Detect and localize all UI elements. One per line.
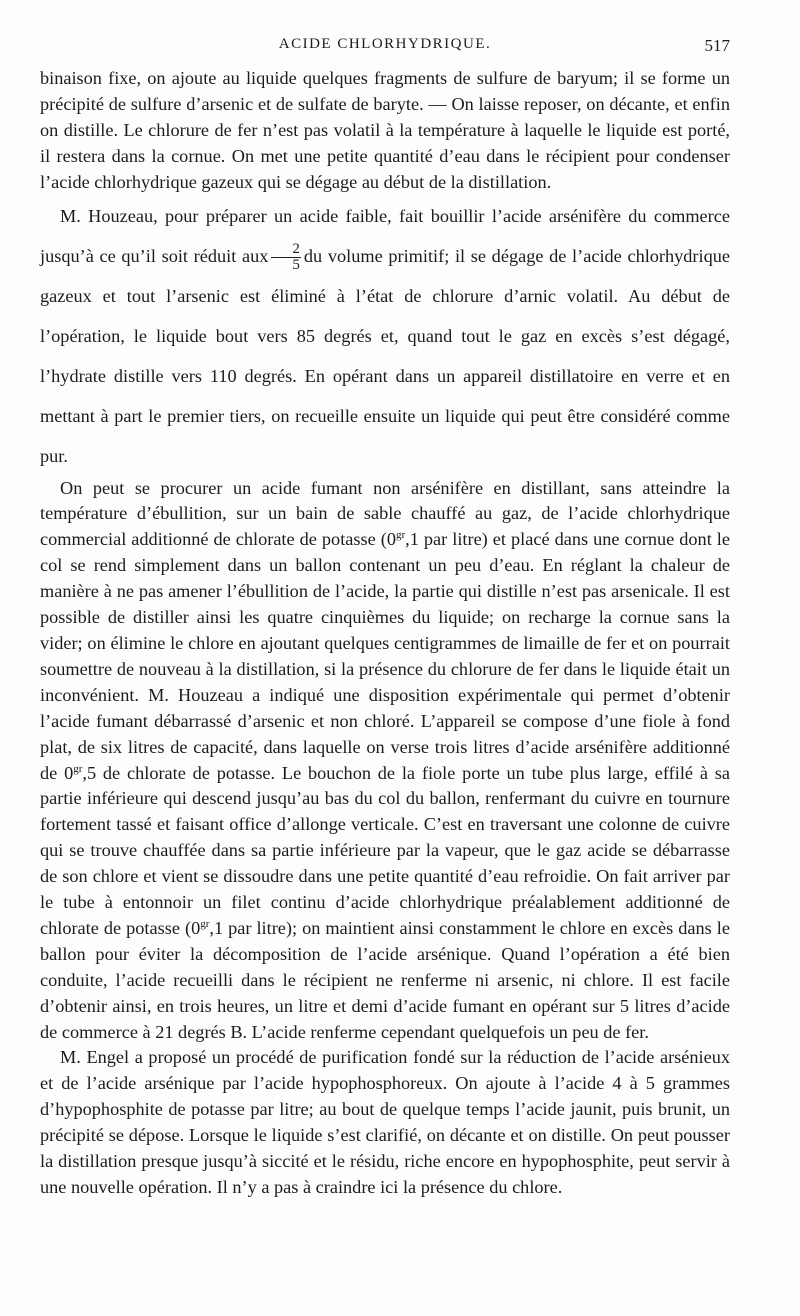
paragraph-text: du volume primitif; il se dégage de l’acide chlorhydrique gazeux et tout l’arsenic est éliminé à l’état de chlorure d’arnic volatil. Au début de l’opération, le liquide bout vers 85 degrés et, quand tout le gaz en excès s’est dégagé, l’hydrate distille vers 110 degrés. En opérant dans un appareil distillatoire en verre et en mettant à part le premier tiers, on recueille ensuite un liquide qui peut être considéré comme pur. <box>40 245 730 466</box>
fraction-denominator: 5 <box>292 256 300 273</box>
paragraph-continuation: binaison fixe, on ajoute au liquide quelques fragments de sulfure de baryum; il se forme un précipité de sulfure d’arsenic et de sulfate de baryte. — On laisse reposer, on décante, et enfin on distille. Le chlorure de fer n’est pas volatil à la température à laquelle le liquide est porté, il restera dans la cornue. On met une petite quantité d’eau dans le récipient pour condenser l’acide chlorhydrique gazeux qui se dégage au début de la distillation. <box>40 68 730 192</box>
paragraph-engel-method: M. Engel a proposé un procédé de purification fondé sur la réduction de l’acide arsénieux et de l’acide arsénique par l’acide hypophosphoreux. On ajoute à l’acide 4 à 5 grammes d’hypophosphite de potasse par litre; au bout de quelque temps l’acide jaunit, puis brunit, un précipité se dépose. Lorsque le liquide s’est clarifié, on décante et on distille. On peut pousser la distillation presque jusqu’à siccité et le résidu, riche encore en hypophosphite, peut servir à une nouvelle opération. Il n’y a pas à craindre ici la présence du chlore. <box>40 1047 730 1197</box>
fraction <box>271 242 301 273</box>
page-number: 517 <box>704 36 730 55</box>
fraction-numerator: 2 <box>271 242 301 258</box>
paragraph-fuming-acid <box>40 476 730 1046</box>
paragraph-text: ,1 par litre) et placé dans une cornue dont le col se rend simplement dans un ballon contenant un peu d’eau. En réglant la chaleur de manière à ne pas amener l’ébullition de l’acide, la partie qui distille n’est pas arsenicale. Il est possible de distiller ainsi les quatre cinquièmes du liquide; on recharge la cornue sans la vider; on élimine le chlore en ajoutant quelques centigrammes de limaille de fer et on pourrait soumettre de nouveau à la distillation, si la présence du chlorure de fer dans le liquide était un inconvénient. M. Houzeau a indiqué une disposition expérimentale qui permet d’obtenir l’acide fumant débarrassé d’arsenic et non chloré. L’appareil se compose d’une fiole à fond plat, de six litres de capacité, dans laquelle on verse trois litres d’acide arsénifère additionné de 0 <box>40 529 730 783</box>
paragraph-text: ,1 par litre); on maintient ainsi constamment le chlore en excès dans le ballon pour éviter la décomposition de l’acide arsénique. Quand l’opération a été bien conduite, l’acide recueilli dans le récipient ne renferme ni arsenic, ni chlore. Il est facile d’obtenir ainsi, en trois heures, un litre et demi d’acide fumant en opérant sur 5 litres d’acide de commerce à 21 degrés B. L’acide renferme cependant quelquefois un peu de fer. <box>40 917 730 1042</box>
running-head <box>40 36 730 58</box>
body-text <box>40 66 730 1201</box>
unit-superscript: gr <box>73 762 83 775</box>
paragraph-text: ,5 de chlorate de potasse. Le bouchon de la fiole porte un tube plus large, effilé à sa partie inférieure qui descend jusqu’au bas du col du ballon, renfermant du cuivre en tournure fortement tassé et faisant office d’allonge verticale. C’est en traversant une colonne de cuivre qui se trouve chauffée dans sa partie inférieure par la vapeur, que le gaz acide se débarrasse de son chlore et vient se dissoudre dans une petite quantité d’eau refroidie. On fait arriver par le tube à entonnoir un filet continu d’acide chlorhydrique préalablement additionné de chlorate de potasse (0 <box>40 762 730 938</box>
paragraph-text: On peut se procurer un acide fumant non arsénifère en distillant, sans atteindre la température d’ébullition, sur un bain de sable chauffé au gaz, de l’acide chlorhydrique commercial additionné de chlorate de potasse (0 <box>40 477 730 550</box>
unit-superscript: gr <box>395 529 406 542</box>
paragraph-houzeau-weak-acid <box>40 196 730 476</box>
paragraph-text: M. Houzeau, pour préparer un acide faible, fait bouillir l’acide arsénifère du commerce jusqu’à ce qu’il soit réduit aux <box>40 205 730 266</box>
unit-superscript: gr <box>200 917 210 930</box>
running-title: ACIDE CHLORHYDRIQUE. <box>278 36 492 52</box>
